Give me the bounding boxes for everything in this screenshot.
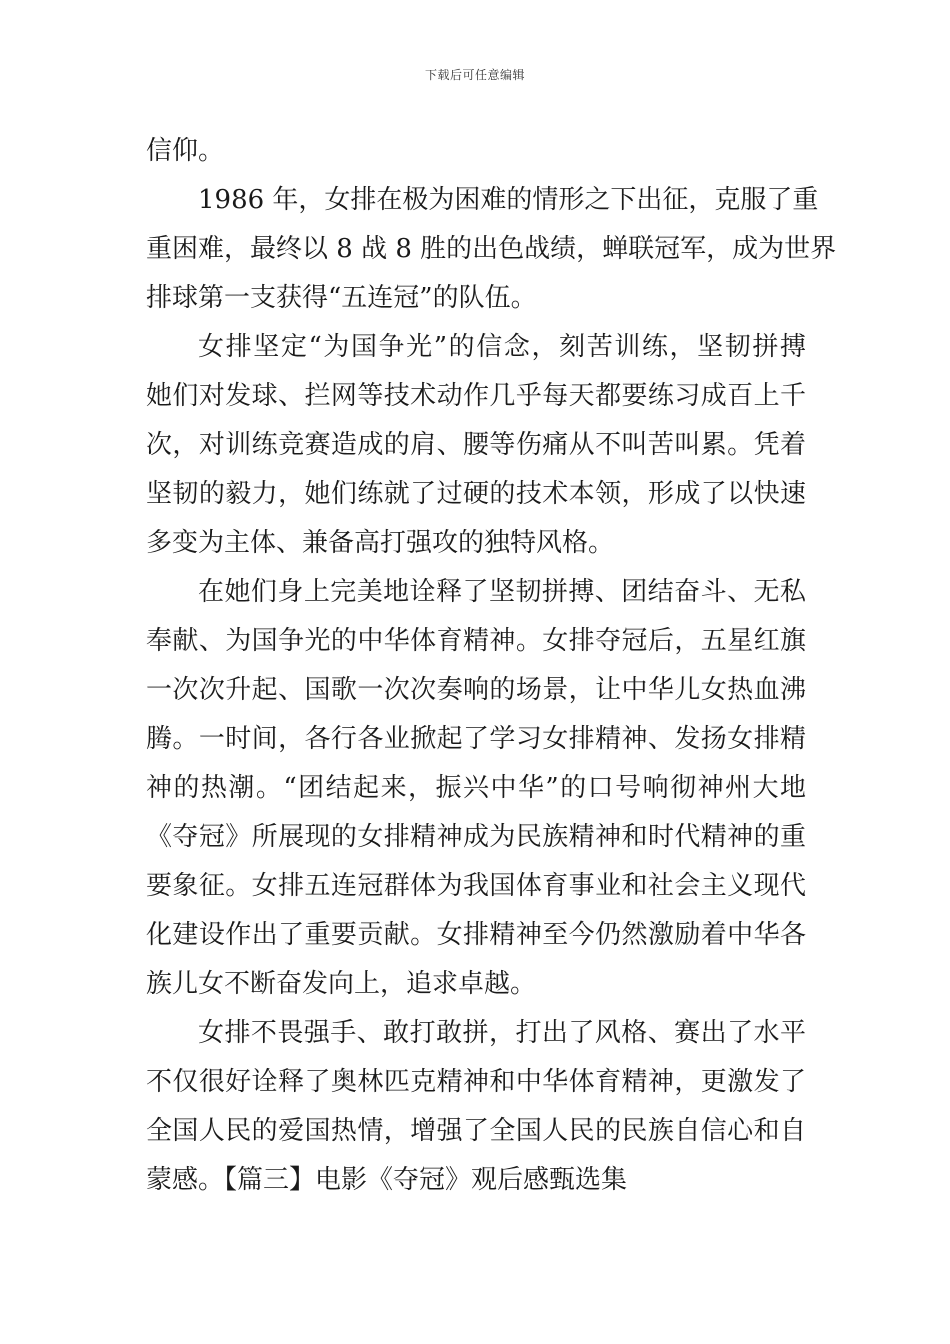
text-line: 腾。一时间，各行各业掀起了学习女排精神、发扬女排精 (146, 724, 806, 754)
text-line: 奉献、为国争光的中华体育精神。女排夺冠后，五星红旗 (146, 626, 806, 656)
text-line: 重困难，最终以 8 战 8 胜的出色战绩，蝉联冠军，成为世界 (146, 234, 837, 264)
text-line: 一次次升起、国歌一次次奏响的场景，让中华儿女热血沸 (146, 675, 806, 705)
text-line: 次，对训练竞赛造成的肩、腰等伤痛从不叫苦叫累。凭着 (146, 430, 806, 460)
body-text (146, 127, 837, 1205)
text-line: 女排坚定“为国争光”的信念，刻苦训练，坚韧拼搏 (198, 332, 806, 362)
paragraph (146, 1009, 806, 1205)
paragraph (146, 176, 837, 323)
page-header: 下载后可任意编辑 (424, 68, 525, 82)
text-line: 排球第一支获得“五连冠”的队伍。 (146, 283, 537, 313)
text-line: 信仰。 (146, 136, 225, 166)
text-line: 蒙感。【篇三】电影《夺冠》观后感甄选集 (146, 1165, 628, 1195)
text-line: 在她们身上完美地诠释了坚韧拼搏、团结奋斗、无私 (198, 577, 806, 607)
paragraph (146, 323, 806, 568)
text-line: 全国人民的爱国热情，增强了全国人民的民族自信心和自 (146, 1116, 806, 1146)
paragraph (146, 127, 806, 176)
text-line: 她们对发球、拦网等技术动作几乎每天都要练习成百上千 (146, 381, 806, 411)
text-line: 族儿女不断奋发向上，追求卓越。 (146, 969, 537, 999)
paragraph (146, 568, 806, 1009)
text-line: 化建设作出了重要贡献。女排精神至今仍然激励着中华各 (146, 920, 806, 950)
text-line: 《夺冠》所展现的女排精神成为民族精神和时代精神的重 (146, 822, 806, 852)
text-line: 神的热潮。“团结起来，振兴中华”的口号响彻神州大地 (146, 773, 806, 803)
text-line: 女排不畏强手、敢打敢拼，打出了风格、赛出了水平 (198, 1018, 806, 1048)
text-line: 不仅很好诠释了奥林匹克精神和中华体育精神，更激发了 (146, 1067, 806, 1097)
text-line: 1986 年，女排在极为困难的情形之下出征，克服了重 (198, 185, 819, 215)
text-line: 多变为主体、兼备高打强攻的独特风格。 (146, 528, 615, 558)
text-line: 要象征。女排五连冠群体为我国体育事业和社会主义现代 (146, 871, 806, 901)
text-line: 坚韧的毅力，她们练就了过硬的技术本领，形成了以快速 (146, 479, 806, 509)
